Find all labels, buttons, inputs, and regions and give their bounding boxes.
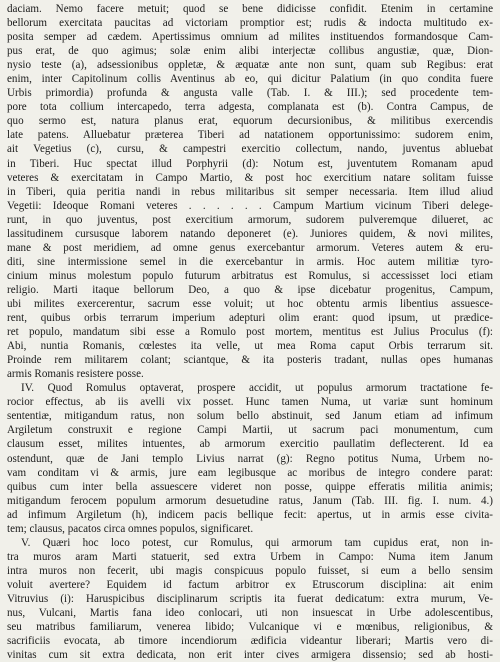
text-line: pore tota collium intercapedo, terra adgesta, complanata est (b). Contra Campus, de: [7, 101, 493, 114]
text-line: nus, Vulcani, Martis fana ideo conlocari, uti non insuescat in Urbe adolescentibus,: [7, 607, 493, 620]
paragraph-v: [7, 536, 493, 662]
text-line: seu matribus familiarum, venerea libido; Vulcanique vi e mœnibus, religionibus, &: [7, 621, 493, 634]
text-line: voluit avertere? Equidem id factum arbitror ex Etruscorum disciplina: ait enim: [7, 578, 493, 591]
text-line: in Tiberi, quia peritia nandi in rebus militaribus sit semper necessaria. Item illud aliud: [7, 185, 493, 198]
text-line: daciam. Nemo facere metuit; quod se bene didicisse confidit. Etenim in certamine: [7, 3, 493, 15]
text-line: clausum esset, milites intuentes, ab armorum exercitio paullatim deflecterent. Id ea: [7, 438, 493, 451]
text-line: IV. Quod Romulus optaverat, prospere accidit, ut populus armorum tractatione fe-: [21, 382, 493, 395]
text-line: lassitudinem cursusque laborem natando deponeret (e). Juniores quidem, & novi milites,: [7, 227, 493, 240]
text-line: posita semper ad cædem. Apertissimus omnium ad milites instituendos formandosque Cam-: [7, 31, 493, 44]
text-line: rocior effectus, ab iis avelli vix posset. Hunc tamen Numa, ut variæ sunt hominum: [7, 396, 493, 409]
text-line: Vitruvius (i): Haruspicibus disciplinarum scriptis ita fuerat dedicatum: extra murum, Ve-: [7, 592, 493, 605]
text-line: Urbis primordia) profunda & angusta valle (Tab. I. & III.); sed procedente tem-: [7, 87, 493, 100]
text-line: Proinde rem militarem colant; sciantque, & ita posteris tradant, nullas opes humanas: [7, 354, 493, 367]
text-line: runt, in quo juventus, post exercitium armorum, sudorem pulveremque dilueret, ac: [7, 213, 493, 226]
text-line: quibus cum inter bella assuescere videret non posse, quippe efferatis militia animis;: [7, 480, 493, 493]
text-line: ait Vegetius (c), cursu, & campestri exercitio collectum, nando, juventus abluebat: [7, 143, 493, 156]
paragraph-iii-continued: [7, 2, 493, 381]
text-line: intra muros non fecerit, ubi magis conspicuus populo fuisset, si eum a bello sensim: [7, 564, 493, 577]
text-line: in Tiberi. Huc spectat illud Porphyrii (d): Notum est, juventutem Romanam apud: [7, 157, 493, 170]
text-line: rent, quibus orbis terrarum imperium adepturi olim erant: quod ipsum, ut prædice-: [7, 312, 493, 325]
text-line: Abi, nuntia Romanis, cœlestes ita velle, ut mea Roma caput Orbis terrarum sit.: [7, 340, 493, 353]
text-line: late patens. Alluebatur præterea Tiberi ad natationem opportunissimo: sudorem enim,: [7, 129, 493, 142]
text-line: quo sermo est, natura planus erat, equorum decursionibus, & militibus exercendis: [7, 115, 493, 128]
paragraph-iv: [7, 381, 493, 536]
text-line: veteres & exercitatam in Campo Martio, & post hoc exercitium natare solitam fuisse: [7, 171, 493, 184]
text-line: sententiæ, mitigandum ratus, non solum bello abstinuit, sed Janum etiam ad infimum: [7, 410, 493, 423]
text-line: tem; clausus, pacatos circa omnes populos, significaret.: [7, 522, 254, 535]
text-line: mane & post meridiem, ad omne genus exercebantur armorum. Veteres autem & eru-: [7, 241, 493, 254]
text-line: diti, sine intermissione semel in die exercebantur in armis. Hoc autem militiæ tyro-: [7, 255, 493, 268]
text-line: Argiletum construxit e regione Campi Martii, ut sacrum paci monumentum, cum: [7, 424, 493, 437]
text-line: pus erat, de quo agimus; solæ enim alibi interjectæ collibus angustiæ, quæ, Dion-: [7, 45, 493, 58]
text-line: religio. Marti itaque bellorum Deo, a quo & ipse dicebatur progenitus, Campum,: [7, 283, 493, 296]
text-line: nysio teste (a), adsessionibus oppletæ, & æquatæ ante non sunt, quam sub Regibus: erat: [7, 59, 493, 72]
text-line: ret populo, mandatum sibi esse a Romulo post mortem, mentitus est Julius Proculus (f):: [7, 326, 493, 339]
text-line: vinitas cum sit extra dedicata, non erit inter cives armigera dissensio; sed ab hosti-: [7, 649, 493, 662]
text-line: ad infimum Argiletum (h), indicem pacis bellique fecit: apertus, ut in armis esse civita-: [7, 508, 493, 521]
text-line: bellorum exercitata paucitas ad victoriam promptior est; rudis & indocta multitudo ex-: [7, 17, 493, 30]
text-line: tra muros aram Marti statuerit, sed extra Urbem in Campo: Numa item Janum: [7, 550, 493, 563]
text-line: Vegetii: Ideoque Romani veteres . . . . . . Campum Martium vicinum Tiberi delege-: [7, 199, 493, 212]
text-line: ubi milites exercerentur, sacrum esse voluit; ut hoc obtentu armis libentius assuesce-: [7, 297, 493, 310]
text-line: ostendunt, quæ de Jani templo Livius narrat (g): Regno potitus Numa, Urbem no-: [7, 452, 493, 465]
text-line: sacrificiis evocata, ab timore incendiorum ædificia videantur liberari; Martis vero di-: [7, 635, 493, 648]
text-line: enim, inter Capitolinum collis Aventinus ab eo, qui dicitur Palatium (in quo condita fuere: [7, 73, 493, 86]
text-line: armis Romanis resistere posse.: [7, 368, 144, 381]
text-line: V. Quæri hoc loco potest, cur Romulus, qui armorum tam cupidus erat, non in-: [21, 536, 493, 549]
text-line: cinium minus molestum populo futurum arbitratus est Romulus, si accessisset loci etiam: [7, 269, 493, 282]
text-line: mitigandum ferocem populum armorum desuetudine ratus, Janum (Tab. III. fig. I. num. 4.): [7, 494, 493, 507]
text-line: vam conditam vi & armis, jure eam legibusque ac moribus de integro condere parat:: [7, 466, 493, 479]
